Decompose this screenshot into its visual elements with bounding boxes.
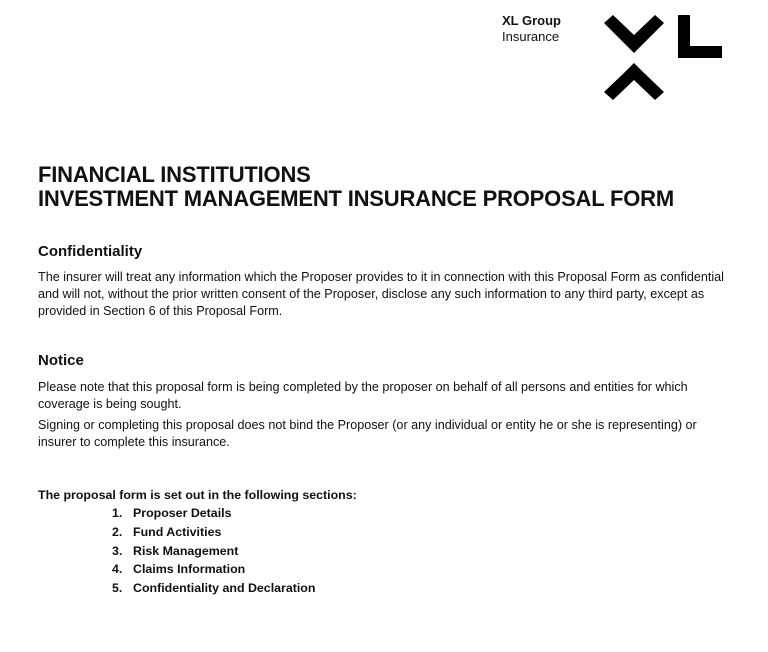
confidentiality-heading: Confidentiality	[38, 243, 143, 260]
brand-block	[502, 13, 561, 45]
list-item-number: 1.	[112, 506, 123, 520]
list-item	[112, 505, 315, 524]
list-item	[112, 524, 315, 543]
notice-paragraph-2: Signing or completing this proposal does not bind the Proposer (or any individual or entity he or she is representing) or insurer to complete this insurance.	[38, 418, 697, 449]
list-item-number: 2.	[112, 524, 123, 539]
confidentiality-section	[38, 243, 738, 320]
list-item-label: Fund Activities	[133, 524, 222, 539]
notice-section	[38, 352, 738, 451]
list-item-number: 5.	[112, 581, 123, 596]
list-item	[112, 580, 315, 599]
list-item-label: Claims Information	[133, 562, 246, 577]
notice-heading: Notice	[38, 352, 84, 369]
notice-paragraph-1: Please note that this proposal form is being completed by the proposer on behalf of all persons and entities for which coverage is being sought.	[38, 380, 688, 411]
page-title	[38, 163, 674, 211]
section-list	[112, 505, 315, 599]
list-item	[112, 561, 315, 580]
list-item-number: 3.	[112, 543, 123, 558]
sections-intro: The proposal form is set out in the following sections:	[38, 488, 357, 502]
list-item-number: 4.	[112, 562, 123, 577]
list-item	[112, 543, 315, 562]
brand-division: Insurance	[502, 29, 560, 44]
page-title-line-2: INVESTMENT MANAGEMENT INSURANCE PROPOSAL FORM	[38, 186, 674, 211]
list-item-label: Confidentiality and Declaration	[133, 581, 316, 596]
brand-company: XL Group	[502, 13, 561, 28]
page-title-line-1: FINANCIAL INSTITUTIONS	[38, 162, 311, 187]
xl-logo-icon	[602, 14, 722, 100]
list-item-label: Proposer Details	[133, 506, 232, 520]
confidentiality-text: The insurer will treat any information which the Proposer provides to it in connection with this Proposal Form as confidential and will not, without the prior written consent of the Proposer, disclose any such information to any third party, except as provided in Section 6 of this Proposal Form.	[38, 270, 724, 318]
list-item-label: Risk Management	[133, 543, 239, 558]
